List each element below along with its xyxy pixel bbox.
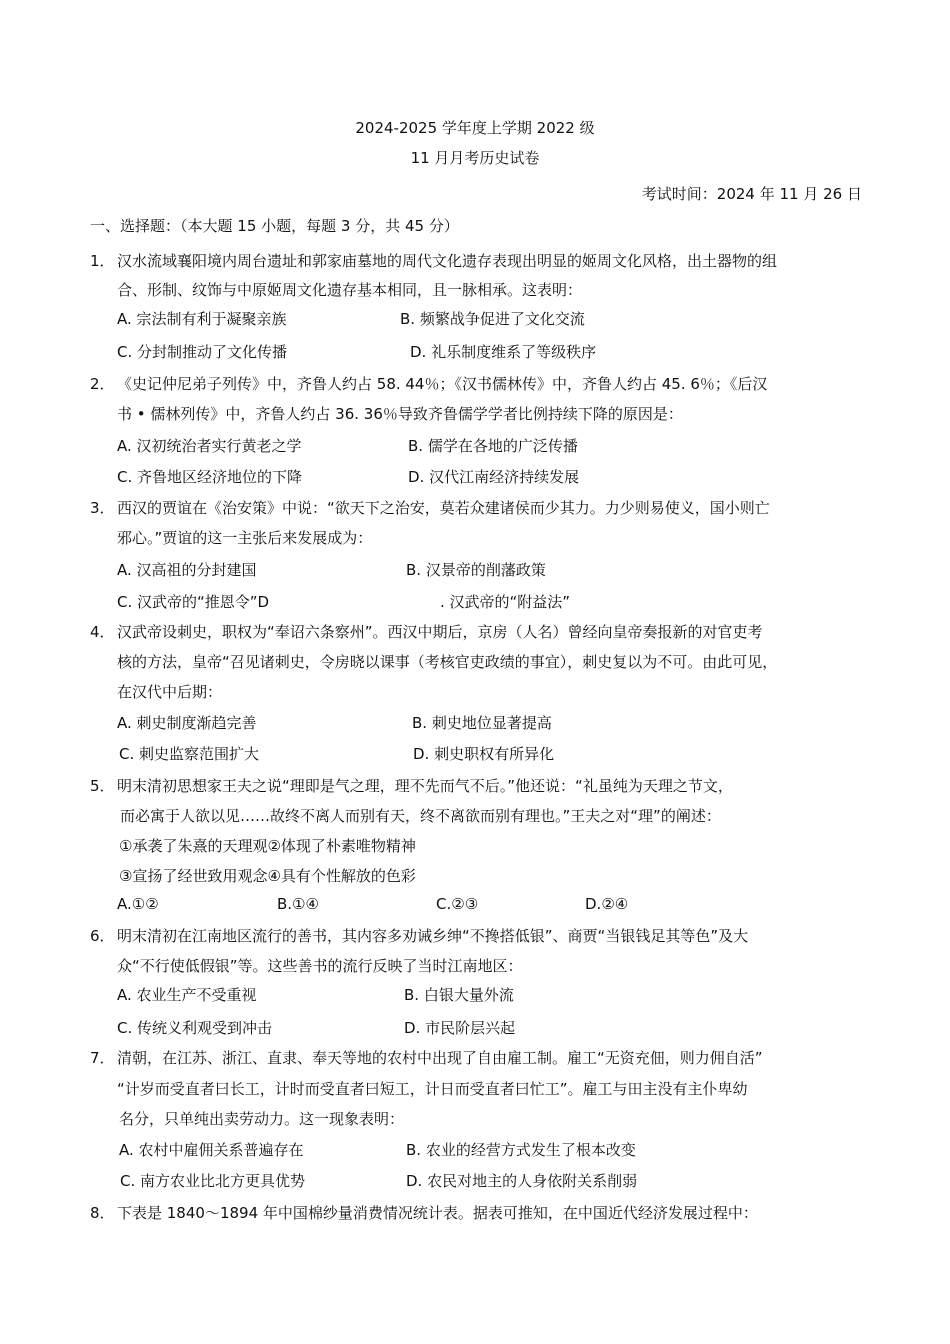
question-text: 明末清初在江南地区流行的善书，其内容多劝诫乡绅“不搀搭低银”、商贾“当银钱足其等色”及大 — [117, 927, 749, 945]
option-a: A. 宗法制有利于凝聚亲族 — [117, 310, 287, 328]
option-c: C. 传统义利观受到冲击 — [117, 1019, 273, 1037]
question-text: “计岁而受直者曰长工，计时而受直者曰短工，计日而受直者曰忙工”。雇工与田主没有主仆卑幼 — [117, 1080, 748, 1098]
question-text: 众“不行使低假银”等。这些善书的流行反映了当时江南地区： — [117, 957, 523, 975]
question-text: 西汉的贾谊在《治安策》中说：“欲天下之治安，莫若众建诸侯而少其力。力少则易使义，国小则亡 — [117, 499, 770, 517]
option-c: C.②③ — [436, 895, 479, 913]
option-b: B. 农业的经营方式发生了根本改变 — [406, 1141, 636, 1159]
question-number: 5． — [90, 777, 115, 795]
question-text: 汉水流域襄阳境内周台遗址和郭家庙墓地的周代文化遗存表现出明显的姬周文化风格，出土器物的组 — [117, 252, 778, 270]
question-number: 1． — [90, 252, 115, 270]
question-text: 书 • 儒林列传》中，齐鲁人约占 36. 36％导致齐鲁儒学学者比例持续下降的原因是： — [117, 405, 683, 423]
option-c: C. 南方农业比北方更具优势 — [120, 1172, 306, 1190]
option-d: D.②④ — [585, 895, 629, 913]
option-a: A. 刺史制度渐趋完善 — [117, 714, 257, 732]
option-c: C. 刺史监察范围扩大 — [119, 745, 260, 763]
section-heading: 一、选择题：（本大题 15 小题，每题 3 分，共 45 分） — [90, 217, 459, 235]
question-text: 邪心。”贾谊的这一主张后来发展成为： — [117, 529, 373, 547]
question-number: 2． — [90, 375, 115, 393]
question-number: 3． — [90, 499, 115, 517]
option-a: A. 汉初统治者实行黄老之学 — [117, 437, 302, 455]
statement-list: ①承袭了朱熹的天理观②体现了朴素唯物精神 — [119, 837, 416, 855]
option-a: A. 农村中雇佣关系普遍存在 — [119, 1141, 304, 1159]
option-d: D. 市民阶层兴起 — [404, 1019, 516, 1037]
option-d: D. 汉代江南经济持续发展 — [408, 468, 580, 486]
option-d: D. 刺史职权有所异化 — [413, 745, 555, 763]
question-number: 8． — [90, 1204, 115, 1222]
statement-list: ③宣扬了经世致用观念④具有个性解放的色彩 — [119, 867, 416, 885]
exam-time: 考试时间：2024 年 11 月 26 日 — [641, 185, 862, 203]
question-text: 核的方法，皇帝“召见诸刺史，令房晓以课事（考核官吏政绩的事宜），刺史复以为不可。由此可见， — [117, 653, 778, 671]
question-number: 6． — [90, 927, 115, 945]
option-c: C. 齐鲁地区经济地位的下降 — [117, 468, 303, 486]
option-d: D. 农民对地主的人身依附关系削弱 — [406, 1172, 638, 1190]
question-text: 清朝，在江苏、浙江、直隶、奉天等地的农村中出现了自由雇工制。雇工“无资充佃，则力佣自活” — [117, 1049, 763, 1067]
question-text: 《史记仲尼弟子列传》中，齐鲁人约占 58. 44％；《汉书儒林传》中，齐鲁人约占 45. 6％；《后汉 — [117, 375, 768, 393]
option-a: A.①② — [117, 895, 159, 913]
option-b: B. 频繁战争促进了文化交流 — [400, 310, 585, 328]
option-b: B. 儒学在各地的广泛传播 — [408, 437, 578, 455]
question-text: 汉武帝设刺史，职权为“奉诏六条察州”。西汉中期后，京房（人名）曾经向皇帝奏报新的对官吏考 — [117, 623, 763, 641]
option-b: B. 刺史地位显著提高 — [412, 714, 552, 732]
option-d: D. 礼乐制度维系了等级秩序 — [410, 343, 597, 361]
option-c: C. 分封制推动了文化传播 — [117, 343, 288, 361]
option-c: C. 汉武帝的“推恩令”D — [117, 593, 270, 611]
option-a: A. 农业生产不受重视 — [117, 986, 257, 1004]
question-number: 7． — [90, 1049, 115, 1067]
question-text: 下表是 1840～1894 年中国棉纱量消费情况统计表。据表可推知，在中国近代经济发展过程中： — [117, 1204, 758, 1222]
option-b: B. 汉景帝的削藩政策 — [406, 561, 546, 579]
question-text: 合、形制、纹饰与中原姬周文化遗存基本相同，且一脉相承。这表明： — [117, 281, 583, 299]
question-text: 在汉代中后期： — [117, 683, 223, 701]
option-b: B. 白银大量外流 — [404, 986, 514, 1004]
option-a: A. 汉高祖的分封建国 — [117, 561, 257, 579]
exam-title-line1: 2024-2025 学年度上学期 2022 级 — [355, 119, 595, 137]
question-text: 而必寓于人欲以见……故终不离人而别有天，终不离欲而别有理也。”王夫之对“理”的阐述： — [120, 807, 721, 825]
question-text: 明末清初思想家王夫之说“理即是气之理，理不先而气不后。”他还说：“礼虽纯为天理之节文， — [117, 777, 733, 795]
question-text: 名分，只单纯出卖劳动力。这一现象表明： — [119, 1110, 405, 1128]
exam-title-line2: 11 月月考历史试卷 — [410, 149, 540, 167]
option-d: . 汉武帝的“附益法” — [440, 593, 571, 611]
option-b: B.①④ — [277, 895, 319, 913]
question-number: 4． — [90, 623, 115, 641]
